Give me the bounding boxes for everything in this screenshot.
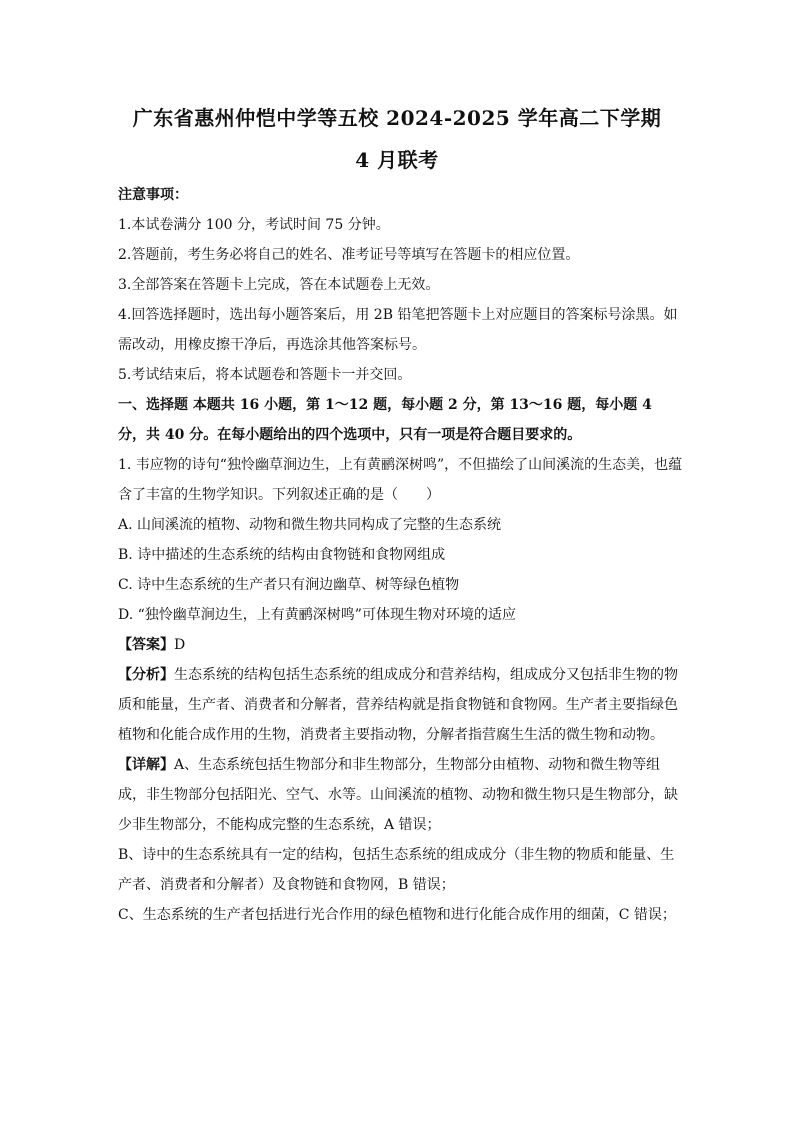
analysis-paragraph <box>118 660 684 750</box>
option-a: A. 山间溪流的植物、动物和微生物共同构成了完整的生态系统 <box>118 517 502 533</box>
answer-tag: 【答案】 <box>118 637 174 653</box>
option-b: B. 诗中描述的生态系统的结构由食物链和食物网组成 <box>118 547 446 563</box>
option-d: D. “独怜幽草涧边生，上有黄鹂深树鸣”可体现生物对环境的适应 <box>118 607 516 623</box>
document-body <box>118 180 684 930</box>
detail-text-a: A、生态系统包括生物部分和非生物部分，生物部分由植物、动物和微生物等组成，非生物部分包括阳光、空气、水等。山间溪流的植物、动物和微生物只是生物部分，缺少非生物部分，不能构成完整的生态系统，A 错误； <box>118 757 678 833</box>
document-title-line1: 广东省惠州仲恺中学等五校 2024-2025 学年高二下学期 <box>132 106 662 130</box>
notice-item-2: 2.答题前，考生务必将自己的姓名、准考证号等填写在答题卡的相应位置。 <box>118 247 580 263</box>
answer-value: D <box>174 637 186 653</box>
analysis-tag: 【分析】 <box>118 667 174 683</box>
section-heading: 一、选择题 本题共 16 小题，第 1～12 题，每小题 2 分，第 13～16 题，每小题 4 分，共 40 分。在每小题给出的四个选项中，只有一项是符合题目要求的。 <box>118 397 652 443</box>
detail-paragraph-a <box>118 750 684 840</box>
notice-item-5: 5.考试结束后，将本试题卷和答题卡一并交回。 <box>118 367 412 383</box>
notice-item-4: 4.回答选择题时，选出每小题答案后，用 2B 铅笔把答题卡上对应题目的答案标号涂黑。如需改动，用橡皮擦干净后，再选涂其他答案标号。 <box>118 307 678 353</box>
question-stem: 1. 韦应物的诗句“独怜幽草涧边生，上有黄鹂深树鸣”，不但描绘了山间溪流的生态美，也蕴含了丰富的生物学知识。下列叙述正确的是（ ） <box>118 457 683 503</box>
detail-paragraph-b: B、诗中的生态系统具有一定的结构，包括生态系统的组成成分（非生物的物质和能量、生产者、消费者和分解者）及食物链和食物网，B 错误； <box>118 847 675 893</box>
answer-line <box>118 630 684 660</box>
detail-tag: 【详解】 <box>118 757 174 773</box>
notice-heading: 注意事项： <box>118 187 188 203</box>
option-c: C. 诗中生态系统的生产者只有涧边幽草、树等绿色植物 <box>118 577 460 593</box>
notice-item-1: 1.本试卷满分 100 分，考试时间 75 分钟。 <box>118 217 390 233</box>
notice-item-3: 3.全部答案在答题卡上完成，答在本试题卷上无效。 <box>118 277 440 293</box>
detail-paragraph-c: C、生态系统的生产者包括进行光合作用的绿色植物和进行化能合成作用的细菌，C 错误； <box>118 907 676 923</box>
document-title-line2: 4 月联考 <box>355 148 439 172</box>
analysis-text: 生态系统的结构包括生态系统的组成成分和营养结构，组成成分又包括非生物的物质和能量，生产者、消费者和分解者，营养结构就是指食物链和食物网。生产者主要指绿色植物和化能合成作用的生物，消费者主要指动物，分解者指营腐生生活的微生物和动物。 <box>118 667 678 743</box>
